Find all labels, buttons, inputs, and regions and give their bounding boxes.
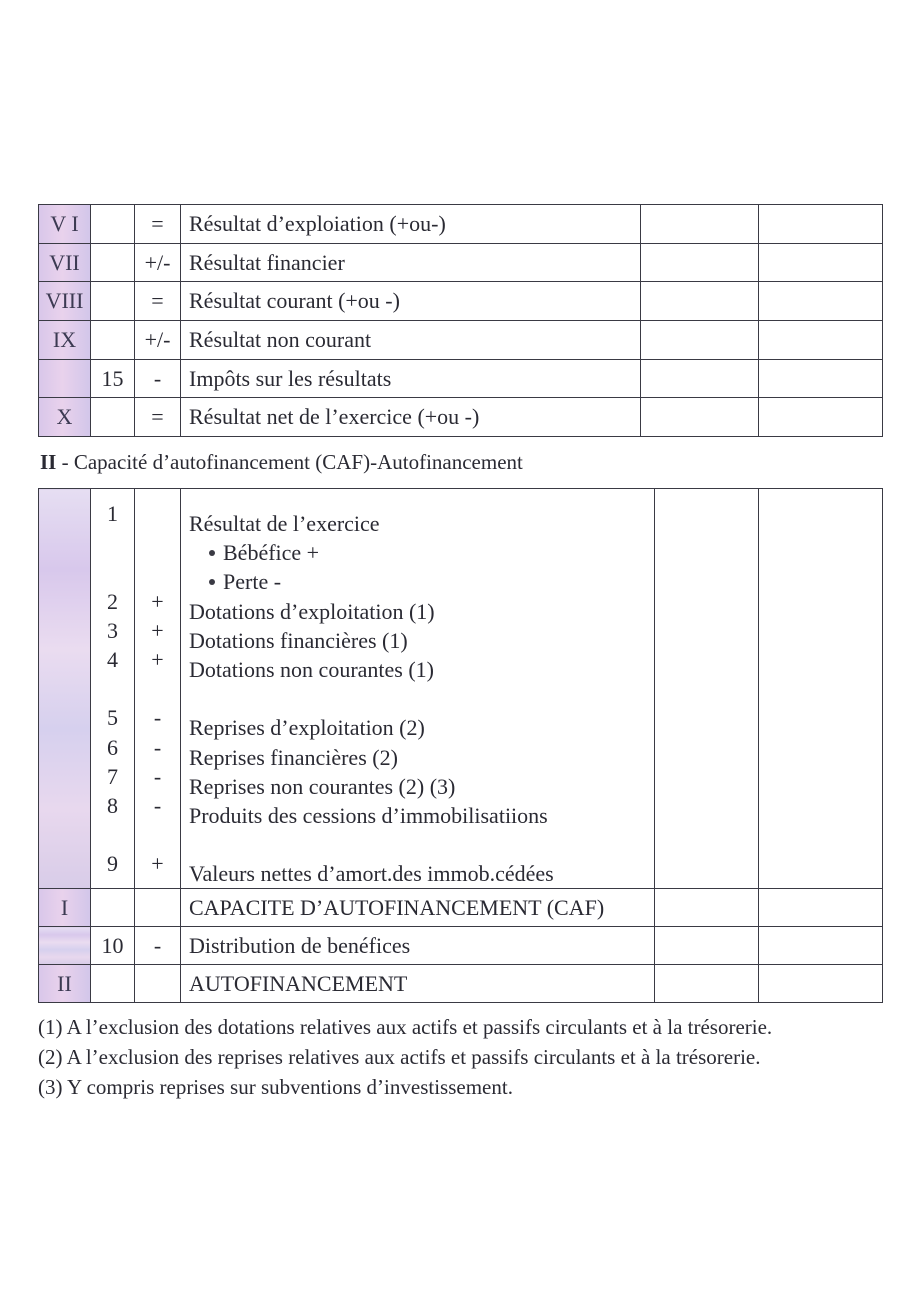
table-row: [39, 282, 883, 321]
row-sign: [135, 889, 181, 927]
row-label: Résultat net de l’exercice (+ou -): [181, 398, 641, 437]
bullet-icon: [209, 550, 215, 556]
row-roman-numeral: VII: [39, 243, 91, 282]
row-label: Produits des cessions d’immobilisatiions: [189, 802, 548, 828]
row-number: 3: [107, 617, 118, 643]
row-label: Résultat de l’exercice: [189, 511, 380, 536]
row-number: 10: [91, 927, 135, 965]
value-cell-previous: [759, 927, 883, 965]
table-row: [39, 889, 883, 927]
row-number: [91, 243, 135, 282]
value-cell-current: [655, 889, 759, 927]
benefit-item: [189, 538, 654, 567]
row-number: 8: [107, 792, 118, 818]
section-heading: [40, 450, 523, 475]
row-number: 1: [107, 501, 118, 526]
value-cell-previous: [759, 205, 883, 244]
row-number: [91, 398, 135, 437]
value-cell-current: [655, 489, 759, 889]
row-number: 2: [107, 588, 118, 614]
value-cell-previous: [759, 243, 883, 282]
loss-label: Perte -: [223, 569, 282, 595]
row-label: Dotations financières (1): [189, 627, 408, 653]
value-cell-previous: [759, 359, 883, 398]
row-sign: -: [153, 734, 162, 760]
footnotes: [38, 1012, 898, 1102]
row-label: Distribution de benéfices: [181, 927, 655, 965]
table-row: [39, 927, 883, 965]
row-sign: -: [153, 792, 162, 818]
value-cell-current: [641, 398, 759, 437]
row-roman-numeral: VIII: [39, 282, 91, 321]
row-number: 15: [91, 359, 135, 398]
value-cell-previous: [759, 965, 883, 1003]
row-sign: +: [151, 588, 164, 614]
row-sign: +: [151, 617, 164, 643]
row-sign: -: [153, 705, 162, 731]
section-roman-numeral: II: [40, 450, 57, 474]
row-sign: =: [135, 205, 181, 244]
row-label: Valeurs nettes d’amort.des immob.cédées: [189, 861, 554, 887]
row-sign: +: [151, 851, 164, 877]
value-cell-current: [641, 321, 759, 360]
row-sign: +/-: [135, 243, 181, 282]
row-sign: [135, 965, 181, 1003]
row-numbers: [91, 489, 135, 889]
row-roman-numeral: V I: [39, 205, 91, 244]
row-number: 7: [107, 763, 118, 789]
table-row: [39, 243, 883, 282]
row-sign: +/-: [135, 321, 181, 360]
table-row: [39, 359, 883, 398]
footnote-1: (1) A l’exclusion des dotations relatives aux actifs et passifs circulants et à la trésorerie.: [38, 1015, 773, 1039]
value-cell-current: [655, 927, 759, 965]
row-number: [91, 889, 135, 927]
row-label: Résultat financier: [181, 243, 641, 282]
table-row: [39, 205, 883, 244]
value-cell-previous: [759, 398, 883, 437]
row-sign: -: [135, 927, 181, 965]
footnote-3: (3) Y compris reprises sur subventions d’investissement.: [38, 1075, 513, 1099]
row-sign: =: [135, 398, 181, 437]
value-cell-current: [641, 243, 759, 282]
value-cell-previous: [759, 889, 883, 927]
row-roman-numeral: I: [39, 889, 91, 927]
value-cell-previous: [759, 489, 883, 889]
row-roman-numeral: [39, 359, 91, 398]
value-cell-current: [655, 965, 759, 1003]
row-sign: -: [153, 763, 162, 789]
row-label: Résultat courant (+ou -): [181, 282, 641, 321]
caf-table: [38, 488, 883, 1003]
value-cell-current: [641, 282, 759, 321]
row-sign: =: [135, 282, 181, 321]
autofinancement-label: AUTOFINANCEMENT: [181, 965, 655, 1003]
row-roman-numeral: [39, 927, 91, 965]
row-number: [91, 205, 135, 244]
section-dash: -: [61, 450, 69, 474]
table-row: [39, 965, 883, 1003]
row-number: 4: [107, 646, 118, 672]
row-roman-numeral: X: [39, 398, 91, 437]
row-number: 9: [107, 851, 118, 877]
value-cell-current: [641, 205, 759, 244]
loss-item: [189, 567, 654, 596]
row-label: Impôts sur les résultats: [181, 359, 641, 398]
row-number: [91, 282, 135, 321]
benefit-label: Bébéfice +: [223, 540, 320, 566]
row-label: Reprises financières (2): [189, 744, 398, 770]
row-label: Résultat d’exploiation (+ou-): [181, 205, 641, 244]
footnote-2: (2) A l’exclusion des reprises relatives aux actifs et passifs circulants et à la trésorerie.: [38, 1045, 761, 1069]
bullet-icon: [209, 579, 215, 585]
table-row: [39, 489, 883, 889]
row-number: 5: [107, 705, 118, 731]
caf-label: CAPACITE D’AUTOFINANCEMENT (CAF): [181, 889, 655, 927]
row-label: Reprises non courantes (2) (3): [189, 773, 456, 799]
row-number: 6: [107, 734, 118, 760]
row-roman-numeral: II: [39, 965, 91, 1003]
section-title: Capacité d’autofinancement (CAF)-Autofinancement: [73, 450, 523, 474]
value-cell-current: [641, 359, 759, 398]
results-table: [38, 204, 883, 437]
row-roman-numeral: IX: [39, 321, 91, 360]
row-number: [91, 965, 135, 1003]
row-signs: [135, 489, 181, 889]
row-label: Reprises d’exploitation (2): [189, 715, 425, 741]
value-cell-previous: [759, 282, 883, 321]
table-row: [39, 321, 883, 360]
row-sign: -: [135, 359, 181, 398]
row-label: Dotations non courantes (1): [189, 656, 434, 682]
row-label: Résultat non courant: [181, 321, 641, 360]
row-labels: [181, 489, 655, 889]
value-cell-previous: [759, 321, 883, 360]
row-sign: +: [151, 646, 164, 672]
table-row: [39, 398, 883, 437]
row-label: Dotations d’exploitation (1): [189, 598, 435, 624]
row-roman-numeral: [39, 489, 91, 889]
row-number: [91, 321, 135, 360]
